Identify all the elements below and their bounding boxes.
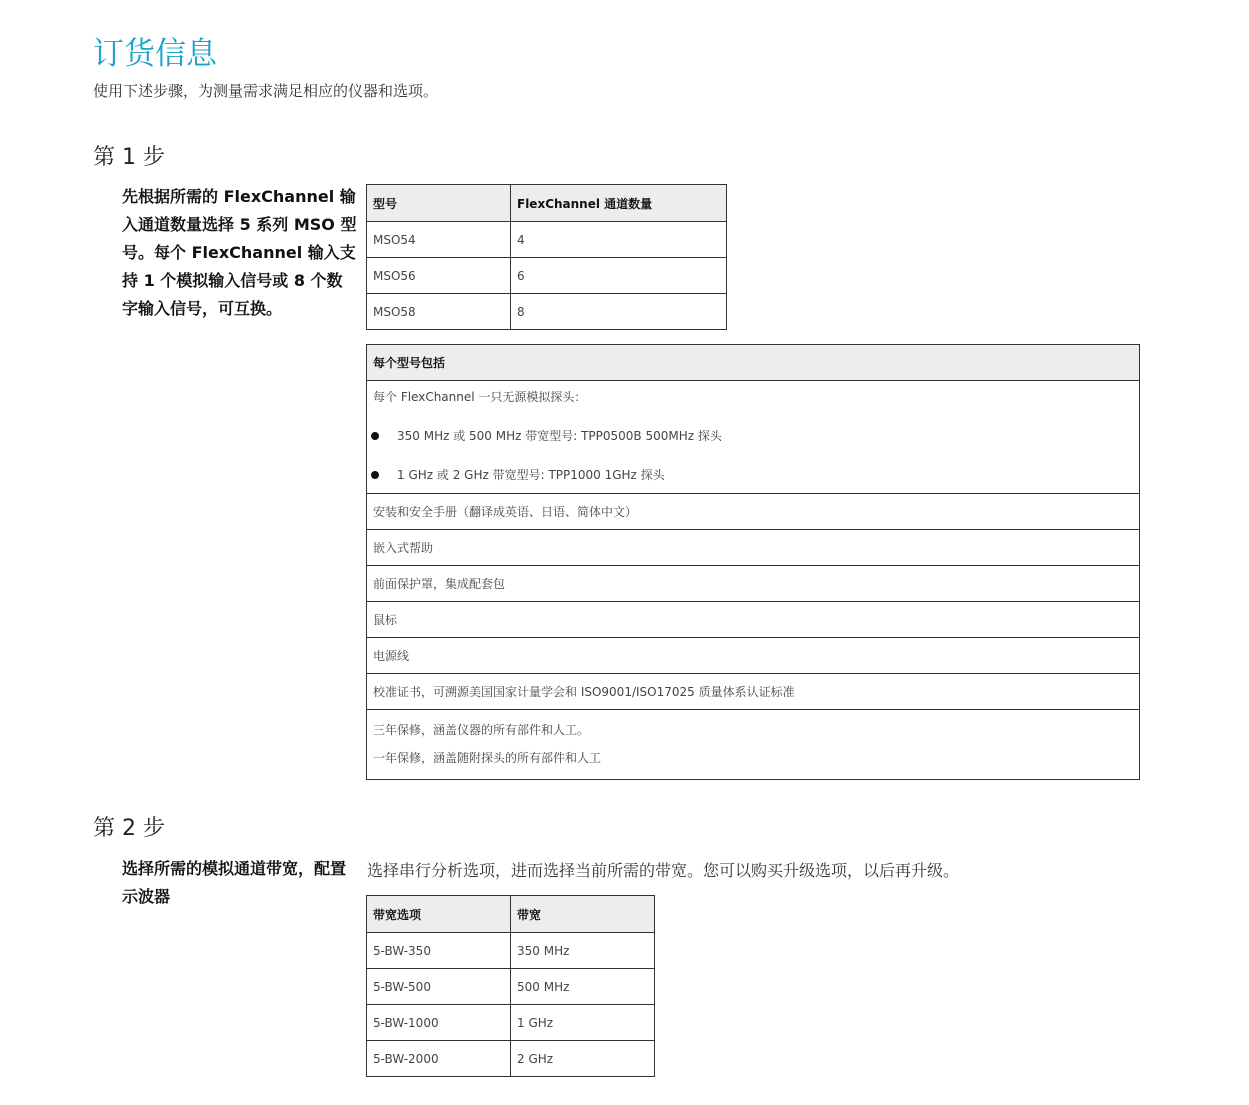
probe-cell [367, 381, 1140, 494]
included-item: 嵌入式帮助 [367, 530, 1140, 566]
header-includes: 每个型号包括 [367, 345, 1140, 381]
table-row [367, 381, 1140, 494]
table-row [367, 602, 1140, 638]
step2-lead-text: 选择串行分析选项，进而选择当前所需的带宽。您可以购买升级选项，以后再升级。 [367, 861, 960, 880]
table-row [367, 710, 1140, 780]
table-row [367, 1041, 655, 1077]
table-row [367, 530, 1140, 566]
warranty-line: 一年保修，涵盖随附探头的所有部件和人工 [373, 751, 602, 765]
included-item: 前面保护罩，集成配套包 [367, 566, 1140, 602]
included-item: 校准证书，可溯源美国国家计量学会和 ISO9001/ISO17025 质量体系认证标准 [367, 674, 1140, 710]
table-row [367, 1005, 655, 1041]
table-header-row [367, 185, 727, 222]
page-title: 订货信息 [93, 36, 217, 72]
step1-description: 先根据所需的 FlexChannel 输入通道数量选择 5 系列 MSO 型号。每个 FlexChannel 输入支持 1 个模拟输入信号或 8 个数字输入信号，可互换。 [122, 187, 357, 318]
step1-heading: 第 1 步 [93, 145, 165, 170]
table-row [367, 294, 727, 330]
model-cell: MSO54 [367, 222, 511, 258]
table-row [367, 222, 727, 258]
header-channel-count: FlexChannel 通道数量 [511, 185, 727, 222]
channel-count-cell: 6 [511, 258, 727, 294]
table-row [367, 969, 655, 1005]
table-row [367, 674, 1140, 710]
probe-bullet-text: 1 GHz 或 2 GHz 带宽型号: TPP1000 1GHz 探头 [397, 468, 665, 482]
header-model: 型号 [367, 185, 511, 222]
model-cell: MSO56 [367, 258, 511, 294]
table-row [367, 258, 727, 294]
bandwidth-table [366, 895, 655, 1077]
included-item: 安装和安全手册（翻译成英语、日语、简体中文） [367, 494, 1140, 530]
table-header-row [367, 896, 655, 933]
included-item: 电源线 [367, 638, 1140, 674]
bandwidth-cell: 1 GHz [511, 1005, 655, 1041]
channel-count-cell: 4 [511, 222, 727, 258]
bullet-icon [371, 432, 379, 440]
bandwidth-cell: 350 MHz [511, 933, 655, 969]
table-row [367, 566, 1140, 602]
model-table [366, 184, 727, 330]
list-item [373, 426, 1133, 446]
included-item: 鼠标 [367, 602, 1140, 638]
step2-heading: 第 2 步 [93, 816, 165, 841]
bandwidth-option-cell: 5-BW-2000 [367, 1041, 511, 1077]
intro-text: 使用下述步骤，为测量需求满足相应的仪器和选项。 [93, 82, 439, 100]
step2-description: 选择所需的模拟通道带宽，配置示波器 [122, 859, 347, 906]
table-row [367, 494, 1140, 530]
bandwidth-option-cell: 5-BW-1000 [367, 1005, 511, 1041]
model-cell: MSO58 [367, 294, 511, 330]
table-row [367, 933, 655, 969]
bandwidth-cell: 2 GHz [511, 1041, 655, 1077]
bullet-icon [371, 471, 379, 479]
header-bandwidth-option: 带宽选项 [367, 896, 511, 933]
bandwidth-option-cell: 5-BW-350 [367, 933, 511, 969]
includes-table [366, 344, 1140, 780]
warranty-cell [367, 710, 1140, 780]
table-row [367, 638, 1140, 674]
header-bandwidth: 带宽 [511, 896, 655, 933]
table-header-row [367, 345, 1140, 381]
bandwidth-cell: 500 MHz [511, 969, 655, 1005]
list-item [373, 465, 1133, 485]
bandwidth-option-cell: 5-BW-500 [367, 969, 511, 1005]
channel-count-cell: 8 [511, 294, 727, 330]
probe-intro: 每个 FlexChannel 一只无源模拟探头： [373, 390, 587, 404]
warranty-line: 三年保修，涵盖仪器的所有部件和人工。 [373, 723, 590, 737]
probe-bullet-text: 350 MHz 或 500 MHz 带宽型号: TPP0500B 500MHz 探头 [397, 429, 722, 443]
